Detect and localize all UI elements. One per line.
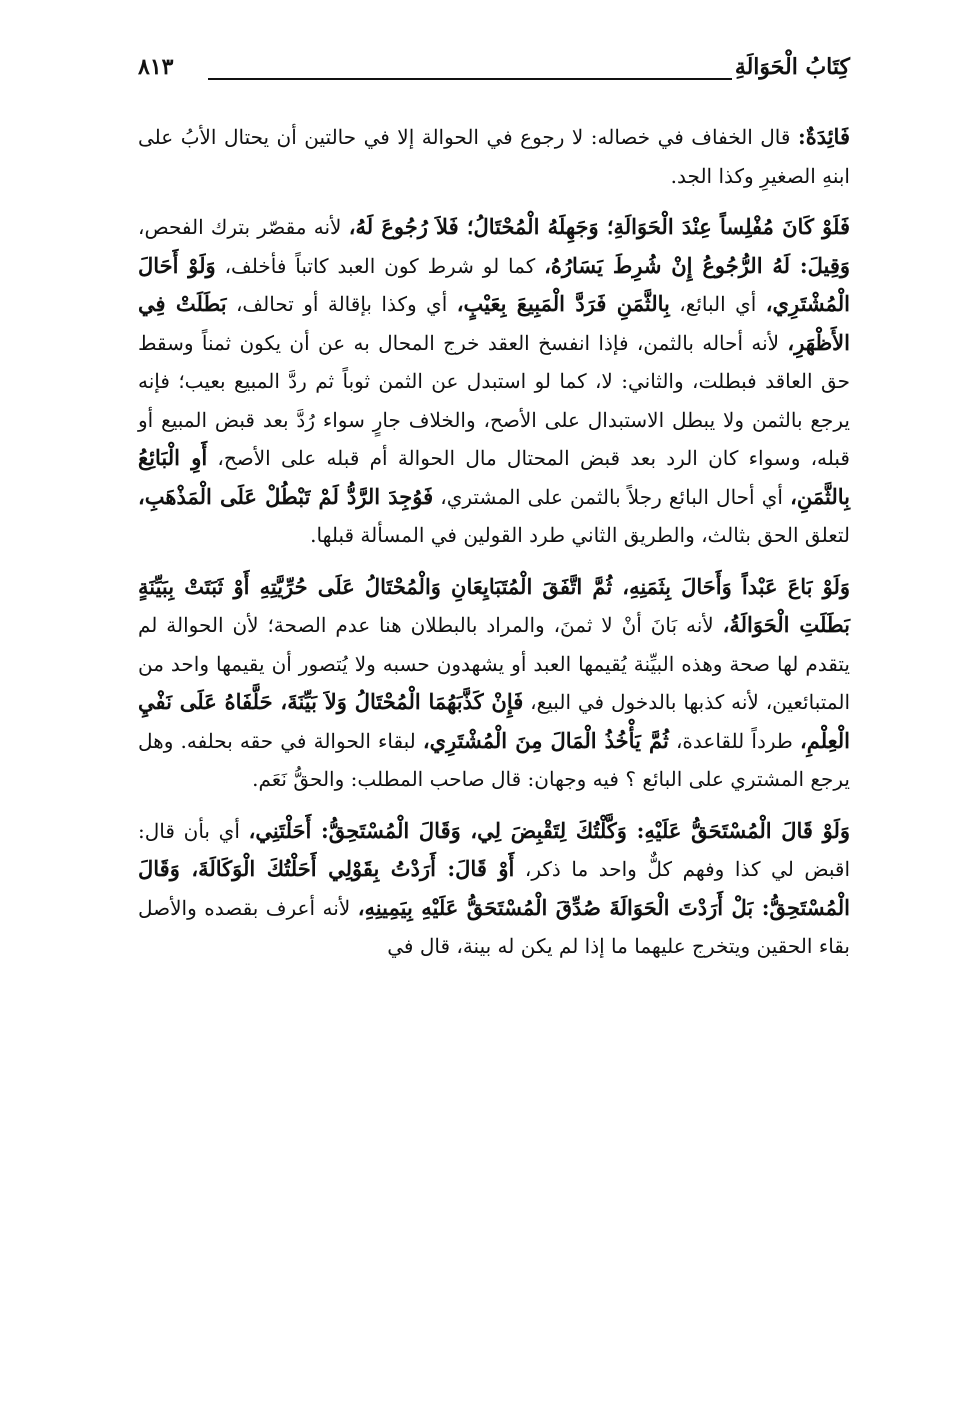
text-segment: بَطَلَتْ فِي الأَظْهَرِ، xyxy=(138,291,850,355)
text-segment: بِالثَّمَنِ فَرَدَّ الْمَبِيعَ بِعَيْبٍ، xyxy=(456,291,670,316)
text-segment: لأنه أعرف بقصده والأصل بقاء الحقين ويتخرج عليهما ما إذا لم يكن له بينة، قال في xyxy=(138,895,850,958)
page-header xyxy=(138,52,850,92)
text-segment: وَلَوْ قَالَ الْمُسْتَحَقُّ عَلَيْهِ: وَكَّلْتُكَ لِتَقْبِضَ لِي، وَقَالَ الْمُسْتَحِقُّ: أَحَلْتَنِي، xyxy=(248,817,851,843)
text-segment: أي أحال البائع رجلاً بالثمن على المشتري، xyxy=(433,484,791,509)
header-rule xyxy=(208,78,732,80)
paragraph-faida xyxy=(138,118,850,195)
text-segment: لبقاء الحوالة في حقه بحلفه. وهل يرجع المشتري على البائع ؟ فيه وجهان: قال صاحب المطلب: والحقُّ نَعَم. xyxy=(138,728,850,791)
text-segment: فَلَوْ كَانَ مُفْلِساً عِنْدَ الْحَوَالَةِ؛ وَجَهِلَهُ الْمُحْتَالُ؛ فَلاَ رُجُوعَ لَهُ، xyxy=(348,214,850,239)
text-segment: أي بأن قال: اقبض لي كذا وفهم كلٌّ واحد ما ذكر، xyxy=(138,818,850,881)
paragraph-muflis xyxy=(138,208,850,555)
text-segment: وَلَوْ أَحَالَ الْمُشْتَرِي، xyxy=(138,252,851,316)
text-segment: لأنه مقصّر بترك الفحص، xyxy=(138,215,349,239)
text-segment: أي وكذا بإقالة أو تحالف، xyxy=(226,292,457,316)
page-number: ٨١٣ xyxy=(138,54,174,80)
paragraph-abd xyxy=(138,568,850,799)
text-segment: لأنه أحاله بالثمن، فإذا انفسخ العقد خرج المحال به عن أن يكون ثمناً وسقط حق العاقد فبطلت، والثاني: لا، كما لو استبدل عن الثمن ثوباً ثم ردَّ المبيع بعيب؛ فإنه يرجع بالثمن ولا يبطل الاستبدال على الأصح، والخلاف جارٍ سواء رُدَّ بعد قبض المبيع أو قبله، وسواء كان الرد بعد قبض المحتال مال الحوالة أم قبله على الأصح، xyxy=(138,330,850,470)
text-segment: وَلَوْ بَاعَ عَبْداً وَأَحَالَ بِثَمَنِهِ، ثُمَّ اتَّفَقَ الْمُتَبَايِعَانِ وَالْمُحْتَالُ عَلَى حُرِّيَّتِهِ أَوْ ثَبَتَتْ بِبَيِّنَةٍ بَطَلَتِ الْحَوَالَةُ، xyxy=(138,573,850,637)
text-segment: وَقِيلَ: لَهُ الرُّجُوعُ إِنْ شُرِطَ يَسَارُهُ، xyxy=(544,252,851,278)
text-segment: قال الخفاف في خصاله: لا رجوع في الحوالة إلا في حالتين أن يحتال الأبُ على ابنهِ الصغيرِ وكذا الجد. xyxy=(138,125,850,188)
text-segment: فَائِدَةٌ: xyxy=(797,124,850,149)
text-segment: فَوُجِدَ الرَّدُّ لَمْ تَبْطُلْ عَلَى الْمَذْهَبِ، xyxy=(138,483,434,509)
text-segment: أَوِ الْبَائِعُ بِالثَّمَنِ، xyxy=(138,445,850,509)
text-segment: ثُمَّ يَأْخُذُ الْمَالَ مِنَ الْمُشْتَرِي، xyxy=(422,727,669,753)
text-segment: كما لو شرط كون العبد كاتباً فأخلف، xyxy=(215,253,545,278)
body-text xyxy=(138,118,850,979)
text-segment: أي البائع، xyxy=(669,292,766,316)
text-segment: فَإِنْ كَذَّبَهُمَا الْمُحْتَالُ وَلاَ بَيِّنَةَ، حَلَّفَاهُ عَلَى نَفْيِ الْعِلْمِ، xyxy=(138,689,851,753)
text-segment: لأنه بَانَ أنْ لا ثمنَ، والمراد بالبطلان هنا عدم الصحة؛ لأن الحوالة لم يتقدم لها صحة وهذه البيِّنة يُقيمها العبد أو يشهدون حسبه ولا يُتصور أن يقيمها واحد من المتبائعين، لأنه كذبها بالدخول في البيع، xyxy=(138,613,851,714)
text-segment: أَوْ قَالَ: أَرَدْتُ بِقَوْلِي أَحَلْتُكَ الْوَكَالَةَ، وَقَالَ الْمُسْتَحِقُّ: بَلْ أَرَدْتَ الْحَوَالَةَ صُدِّقَ الْمُسْتَحَقُّ عَلَيْهِ بِيَمِينِهِ، xyxy=(138,856,850,920)
chapter-title: كِتَابُ الْحَوَالَةِ xyxy=(734,54,850,80)
text-segment: طرداً للقاعدة، xyxy=(668,728,800,753)
paragraph-wakala xyxy=(138,812,850,966)
text-segment: لتعلق الحق بثالث، والطريق الثاني طرد القولين في المسألة قبلها. xyxy=(310,523,850,547)
